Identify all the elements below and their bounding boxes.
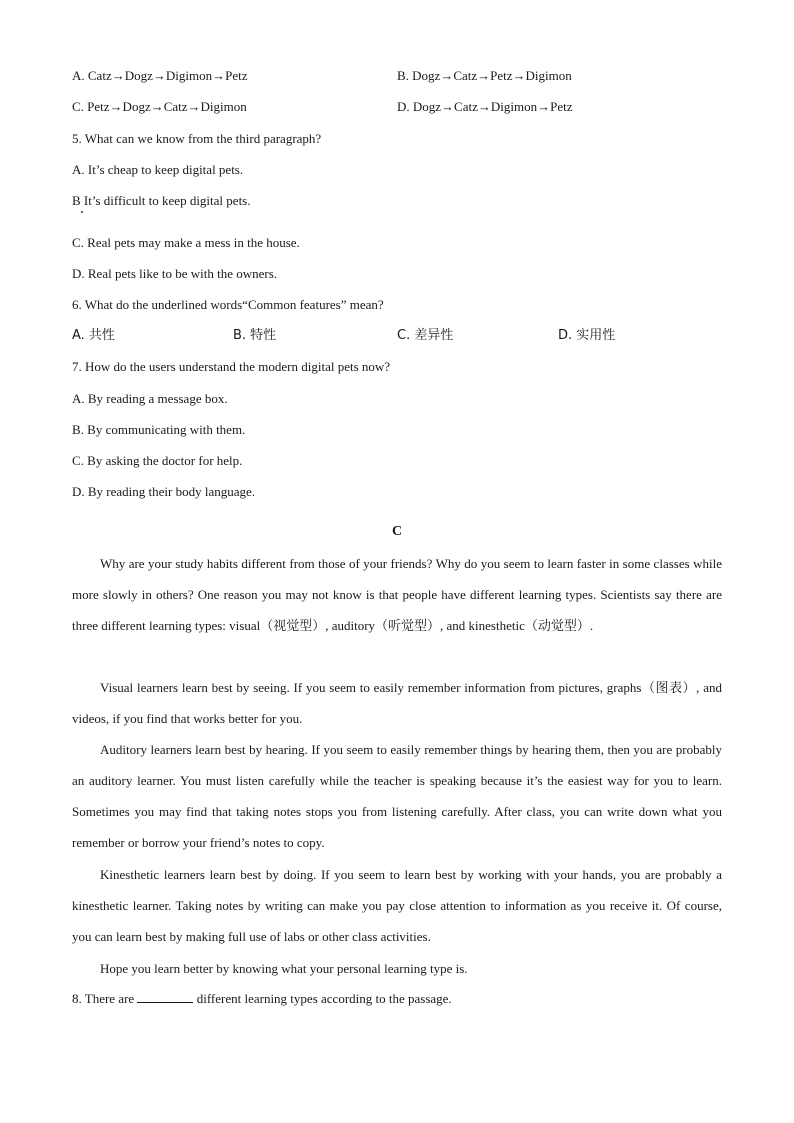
q8-text-after: different learning types according to the passage. (193, 991, 452, 1006)
passage-paragraph-2: Visual learners learn best by seeing. If you seem to easily remember information from pictures, graphs（图表）, and videos, if you find that works better for you. (72, 680, 722, 726)
q8-text-before: 8. There are (72, 991, 138, 1006)
q7-option-a: A. By reading a message box. (72, 391, 228, 406)
passage-paragraph-1: Why are your study habits different from those of your friends? Why do you seem to learn faster in some classes while more slowly in others? One reason you may not know is that people have different learning types. Scientists say there are three different learning types: visual（视觉型）, auditory（听觉型）, and kinesthetic（动觉型）. (72, 556, 722, 633)
q8-stem (72, 991, 452, 1007)
q6-option-a: A. 共性 (72, 328, 115, 343)
q7-option-d: D. By reading their body language. (72, 484, 256, 499)
passage-paragraph-5: Hope you learn better by knowing what your personal learning type is. (100, 961, 468, 976)
q4-option-b: B. Dogz→Catz→Petz→Digimon (397, 68, 572, 83)
q7-option-b: B. By communicating with them. (72, 422, 246, 437)
q6-option-c: C. 差异性 (397, 328, 454, 343)
q5-option-b: B It’s difficult to keep digital pets. (72, 193, 251, 208)
q6-option-b: B. 特性 (233, 328, 277, 343)
q5-option-d: D. Real pets like to be with the owners. (72, 266, 278, 281)
stray-dot (81, 211, 83, 213)
passage-heading: C (391, 524, 403, 539)
q4-option-c: C. Petz→Dogz→Catz→Digimon (72, 99, 247, 114)
passage-paragraph-3: Auditory learners learn best by hearing. If you seem to easily remember things by hearing them, then you are probably an auditory learner. You must listen carefully while the teacher is speaking because it’s the easiest way for you to learn. Sometimes you may find that taking notes stops you from listening carefully. After class, you can write down what you remember or borrow your friend’s notes to copy. (72, 742, 722, 850)
q5-stem: 5. What can we know from the third paragraph? (72, 131, 322, 146)
q6-option-d: D. 实用性 (558, 328, 616, 343)
q7-stem: 7. How do the users understand the modern digital pets now? (72, 359, 391, 374)
q4-option-d: D. Dogz→Catz→Digimon→Petz (397, 99, 573, 114)
passage-paragraph-4: Kinesthetic learners learn best by doing. If you seem to learn best by working with your hands, you are probably a kinesthetic learner. Taking notes by writing can make you pay close attention to information as you receive it. Of course, you can learn best by making full use of labs or other class activities. (72, 867, 722, 944)
answer-blank[interactable] (137, 991, 193, 1003)
q4-option-a: A. Catz→Dogz→Digimon→Petz (72, 68, 248, 83)
q7-option-c: C. By asking the doctor for help. (72, 453, 243, 468)
q5-option-c: C. Real pets may make a mess in the house. (72, 235, 300, 250)
q5-option-a: A. It’s cheap to keep digital pets. (72, 162, 244, 177)
q6-stem: 6. What do the underlined words“Common features” mean? (72, 297, 384, 312)
